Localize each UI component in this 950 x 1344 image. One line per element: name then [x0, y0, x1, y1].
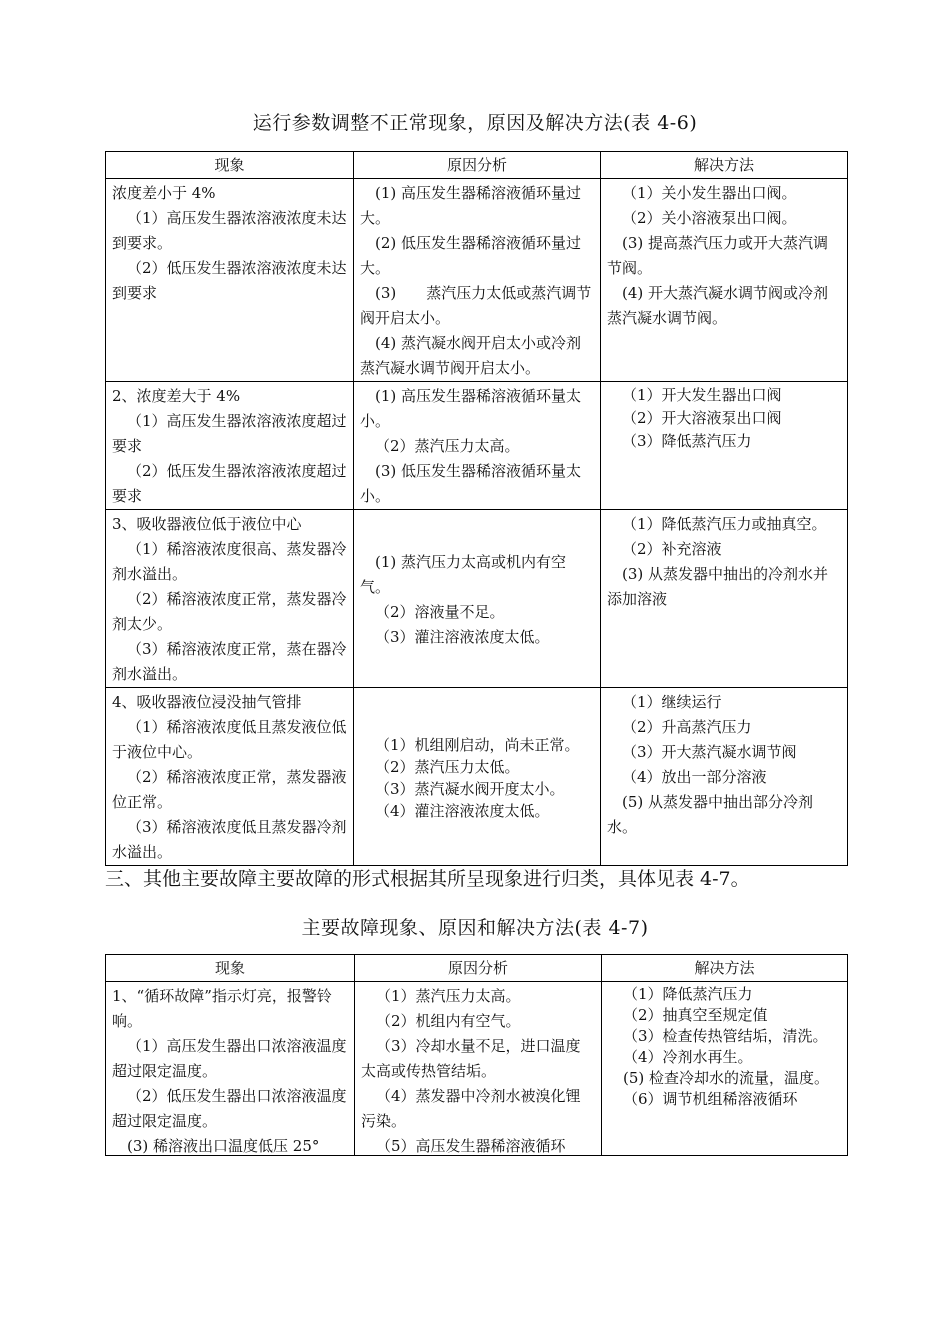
- cell-line: （1）关小发生器出口阀。: [622, 184, 797, 202]
- cell-line: （1）降低蒸汽压力或抽真空。: [622, 515, 827, 533]
- cell-line: （2）低压发生器浓溶液浓度超过要求: [112, 462, 347, 505]
- cell-line: （1）蒸汽压力太高。: [376, 987, 521, 1005]
- table-row: [106, 688, 848, 866]
- cell-line: （3）蒸汽凝水阀开度太小。: [375, 779, 565, 798]
- cell-line: （1）继续运行: [622, 693, 722, 711]
- cell-line: （3）开大蒸汽凝水调节阀: [622, 743, 797, 761]
- phenomenon-cell: [106, 179, 354, 382]
- cell-line: 4、吸收器液位浸没抽气管排: [112, 693, 302, 711]
- cell-line: （2）低压发生器浓溶液浓度未达到要求: [112, 259, 347, 302]
- cell-line: (1) 蒸汽压力太高或机内有空气。: [360, 552, 567, 596]
- cell-line: （4）放出一部分溶液: [622, 768, 767, 786]
- cell-line: (1) 高压发生器稀溶液循环量过大。: [360, 184, 582, 227]
- cell-line: 浓度差小于 4%: [112, 184, 216, 202]
- cell-line: （6）调节机组稀溶液循环: [623, 1090, 798, 1108]
- solution-cell: [601, 688, 848, 866]
- cause-cell: [354, 179, 601, 382]
- cell-line: （1）高压发生器浓溶液浓度超过要求: [112, 412, 347, 455]
- table-4-6: [105, 151, 848, 866]
- cell-line: （1）降低蒸汽压力: [623, 985, 753, 1003]
- cell-line: （2）溶液量不足。: [375, 602, 505, 621]
- cell-line: 3、吸收器液位低于液位中心: [112, 515, 302, 533]
- cell-line: (4) 开大蒸汽凝水调节阀或冷剂蒸汽凝水调节阀。: [607, 284, 829, 327]
- header-cause: 原因分析: [355, 955, 602, 982]
- cell-line: （1）高压发生器浓溶液浓度未达到要求。: [112, 209, 347, 252]
- cell-line: (3) 提高蒸汽压力或开大蒸汽调节阀。: [607, 234, 829, 277]
- cell-line: (5) 从蒸发器中抽出部分冷剂水。: [607, 793, 814, 836]
- table-4-6-title: 运行参数调整不正常现象，原因及解决方法(表 4-6): [252, 112, 698, 134]
- cell-line: （2）稀溶液浓度正常，蒸发器冷剂太少。: [112, 590, 347, 633]
- solution-cell: [601, 179, 848, 382]
- cell-line: (2) 低压发生器稀溶液循环量过大。: [360, 234, 582, 277]
- cell-line: (3) 低压发生器稀溶液循环量太小。: [360, 462, 582, 505]
- cell-line: （4）冷剂水再生。: [623, 1048, 753, 1066]
- header-solution: 解决方法: [602, 955, 848, 982]
- cell-line: (4) 蒸汽凝水阀开启太小或冷剂蒸汽凝水调节阀开启太小。: [360, 334, 582, 377]
- cell-line: （3）稀溶液浓度正常，蒸在器冷剂水溢出。: [112, 640, 347, 683]
- phenomenon-cell: [106, 382, 354, 510]
- cell-line: (3) 蒸汽压力太低或蒸汽调节阀开启太小。: [360, 284, 592, 327]
- cell-line: （3）冷却水量不足，进口温度太高或传热管结垢。: [361, 1037, 581, 1080]
- cell-line: （2）蒸汽压力太高。: [375, 437, 520, 455]
- table-header-row: [106, 955, 848, 982]
- cell-line: （3）稀溶液浓度低且蒸发器冷剂水溢出。: [112, 818, 347, 861]
- cause-cell: [354, 688, 601, 866]
- cell-line: (5) 检查冷却水的流量，温度。: [623, 1069, 830, 1087]
- cell-line: （3）灌注溶液浓度太低。: [375, 627, 550, 646]
- cell-line: （3）降低蒸汽压力: [622, 432, 752, 450]
- cell-line: （2）稀溶液浓度正常，蒸发器液位正常。: [112, 768, 347, 811]
- cell-line: 2、浓度差大于 4%: [112, 387, 241, 405]
- cell-line: （2）关小溶液泵出口阀。: [622, 209, 797, 227]
- cell-line: （2）升高蒸汽压力: [622, 718, 752, 736]
- cell-line: (3) 从蒸发器中抽出的冷剂水并添加溶液: [607, 565, 829, 608]
- solution-cell: [601, 382, 848, 510]
- cause-cell: [354, 382, 601, 510]
- cell-line: (1) 高压发生器稀溶液循环量太小。: [360, 387, 582, 430]
- solution-cell: [602, 982, 848, 1156]
- cell-line: （2）机组内有空气。: [376, 1012, 521, 1030]
- cell-line: （1）机组刚启动，尚未正常。: [375, 735, 580, 754]
- cell-line: （1）高压发生器出口浓溶液温度超过限定温度。: [112, 1037, 347, 1080]
- section-paragraph: 三、其他主要故障主要故障的形式根据其所呈现象进行归类，具体见表 4-7。: [105, 868, 750, 890]
- cause-cell: [355, 982, 602, 1156]
- table-row: [106, 382, 848, 510]
- table-row: [106, 179, 848, 382]
- cause-cell: [354, 510, 601, 688]
- cell-line: 1、“循环故障”指示灯亮，报警铃响。: [112, 987, 332, 1030]
- cell-line: （2）抽真空至规定值: [623, 1006, 768, 1024]
- cell-line: （1）稀溶液浓度低且蒸发液位低于液位中心。: [112, 718, 347, 761]
- table-row: [106, 510, 848, 688]
- cell-line: （2）蒸汽压力太低。: [375, 757, 520, 776]
- solution-cell: [601, 510, 848, 688]
- header-phenomenon: 现象: [106, 152, 354, 179]
- header-solution: 解决方法: [601, 152, 848, 179]
- cell-line: （3）检查传热管结垢，清洗。: [623, 1027, 828, 1045]
- phenomenon-cell: [106, 982, 355, 1156]
- cell-line: （2）补充溶液: [622, 540, 722, 558]
- phenomenon-cell: [106, 688, 354, 866]
- cell-line: （4）蒸发器中冷剂水被溴化锂污染。: [361, 1087, 581, 1130]
- cell-line: （5）高压发生器稀溶液循环: [376, 1137, 566, 1154]
- cell-line: （2）开大溶液泵出口阀: [622, 409, 782, 427]
- cell-line: （2）低压发生器出口浓溶液温度超过限定温度。: [112, 1087, 347, 1130]
- header-cause: 原因分析: [354, 152, 601, 179]
- cell-line: (3) 稀溶液出口温度低压 25°: [127, 1137, 320, 1154]
- table-row: [106, 982, 848, 1156]
- phenomenon-cell: [106, 510, 354, 688]
- cell-line: （1）稀溶液浓度很高、蒸发器冷剂水溢出。: [112, 540, 347, 583]
- cell-line: （4）灌注溶液浓度太低。: [375, 801, 550, 820]
- table-4-7: [105, 954, 848, 1156]
- table-header-row: [106, 152, 848, 179]
- cell-line: （1）开大发生器出口阀: [622, 386, 782, 404]
- table-4-7-title: 主要故障现象、原因和解决方法(表 4-7): [301, 917, 649, 939]
- header-phenomenon: 现象: [106, 955, 355, 982]
